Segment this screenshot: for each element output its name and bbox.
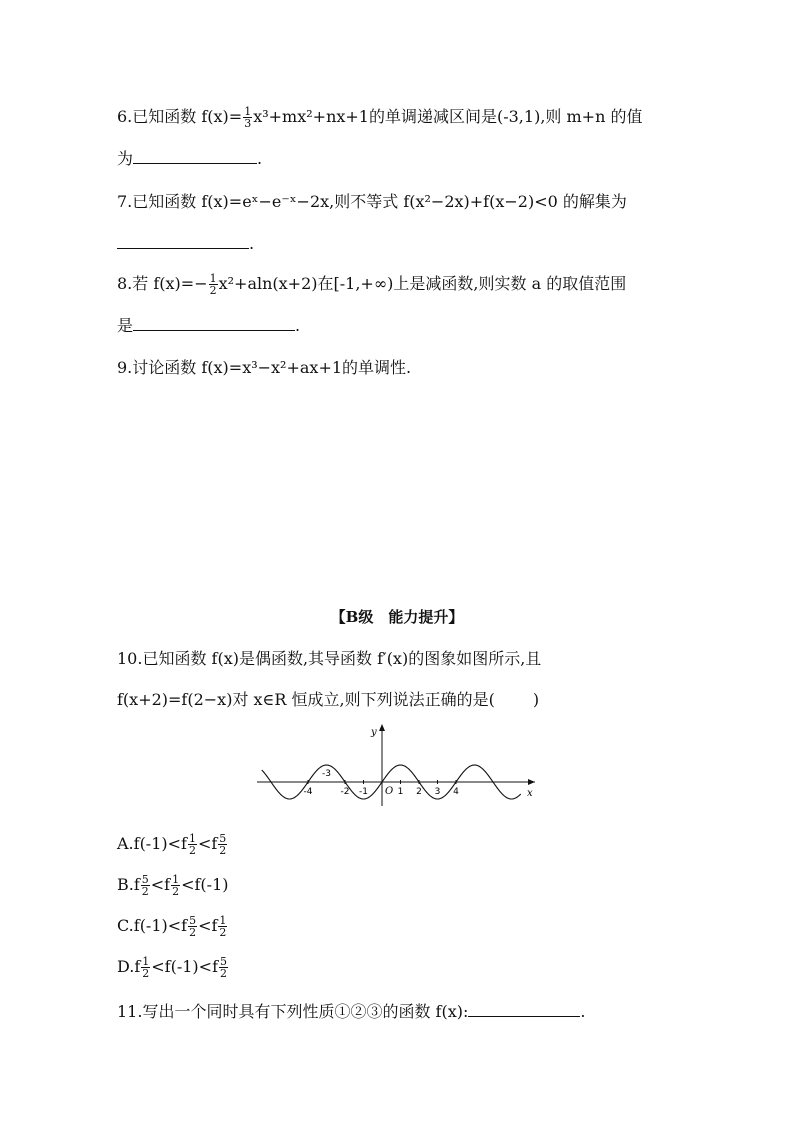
x-axis-label: x bbox=[527, 788, 533, 799]
q11-answer-blank[interactable] bbox=[468, 1000, 580, 1017]
q7-end: . bbox=[249, 234, 255, 253]
option-c-label: C. bbox=[117, 916, 134, 935]
option-c[interactable]: C.f(-1)<f $\frac{5}{2}$ <f $\frac{1}{2}$ bbox=[117, 914, 227, 939]
question-11 bbox=[117, 1000, 585, 1024]
q10-text-2: f(x+2)=f(2−x)对 x∈R 恒成立,则下列说法正确的是( bbox=[117, 690, 495, 709]
question-9 bbox=[117, 356, 411, 380]
q6-rest: x³+mx²+nx+1的单调递减区间是(-3,1),则 m+n 的值 bbox=[253, 107, 643, 126]
q6-line2-text: 为 bbox=[117, 149, 134, 168]
section-title: 【B级 能力提升】 bbox=[330, 608, 464, 626]
q6-end: . bbox=[257, 149, 263, 168]
option-a-label: A. bbox=[117, 834, 134, 853]
x-tick-label-2: -1 bbox=[359, 787, 368, 797]
option-d[interactable]: D.f $\frac{1}{2}$ <f(-1)<f $\frac{5}{2}$ bbox=[117, 955, 227, 980]
option-d-label: D. bbox=[117, 957, 135, 976]
question-10-line-1 bbox=[117, 647, 541, 671]
q8-rest: x²+aln(x+2)在[-1,+∞)上是减函数,则实数 a 的取值范围 bbox=[218, 274, 627, 293]
y-axis-arrow bbox=[379, 724, 385, 731]
q6-fraction: $\frac{1}{3}$ bbox=[244, 105, 252, 130]
question-10-line-2 bbox=[117, 688, 539, 712]
option-b[interactable]: B.f $\frac{5}{2}$ <f $\frac{1}{2}$ <f(-1) bbox=[117, 873, 229, 898]
q8-line2-text: 是 bbox=[117, 316, 134, 335]
option-a[interactable]: A.f(-1)<f $\frac{1}{2}$ <f $\frac{5}{2}$ bbox=[117, 832, 227, 857]
q10-text-1: 10.已知函数 f(x)是偶函数,其导函数 f′(x)的图象如图所示,且 bbox=[117, 649, 542, 668]
q8-end: . bbox=[295, 316, 301, 335]
q9-text: 9.讨论函数 f(x)=x³−x²+ax+1的单调性. bbox=[117, 358, 412, 377]
x-tick-label-0: -4 bbox=[303, 787, 313, 797]
x-axis-arrow bbox=[528, 779, 535, 785]
question-7-line-2 bbox=[117, 232, 254, 256]
q7-answer-blank[interactable] bbox=[117, 232, 249, 249]
q8-prefix: 8.若 f(x)=− bbox=[117, 274, 208, 293]
q7-text: 7.已知函数 f(x)=eˣ−e⁻ˣ−2x,则不等式 f(x²−2x)+f(x−2)<0 的解集为 bbox=[117, 192, 627, 211]
question-6-line-1 bbox=[117, 105, 642, 129]
question-6-line-2 bbox=[117, 147, 262, 171]
q8-answer-blank[interactable] bbox=[133, 314, 295, 331]
question-8-line-2 bbox=[117, 314, 300, 338]
origin-label: O bbox=[385, 786, 394, 797]
q11-text: 11.写出一个同时具有下列性质①②③的函数 f(x): bbox=[117, 1002, 469, 1021]
x-tick-label-5: 3 bbox=[434, 787, 441, 797]
option-b-label: B. bbox=[117, 875, 134, 894]
y-axis-label: y bbox=[371, 727, 377, 738]
q10-close-paren: ) bbox=[532, 690, 540, 709]
annotation-0: -3 bbox=[322, 769, 331, 779]
x-tick-label-3: 1 bbox=[397, 787, 404, 797]
derivative-graph bbox=[255, 722, 545, 807]
x-tick-label-4: 2 bbox=[416, 787, 422, 797]
x-tick-label-6: 4 bbox=[453, 787, 459, 797]
question-7-line-1 bbox=[117, 190, 627, 214]
q8-fraction: $\frac{1}{2}$ bbox=[209, 272, 217, 297]
q11-end: . bbox=[580, 1002, 586, 1021]
q6-prefix: 6.已知函数 f(x)= bbox=[117, 107, 243, 126]
x-tick-label-1: -2 bbox=[340, 787, 350, 797]
q6-answer-blank[interactable] bbox=[133, 147, 257, 164]
question-8-line-1 bbox=[117, 272, 626, 296]
